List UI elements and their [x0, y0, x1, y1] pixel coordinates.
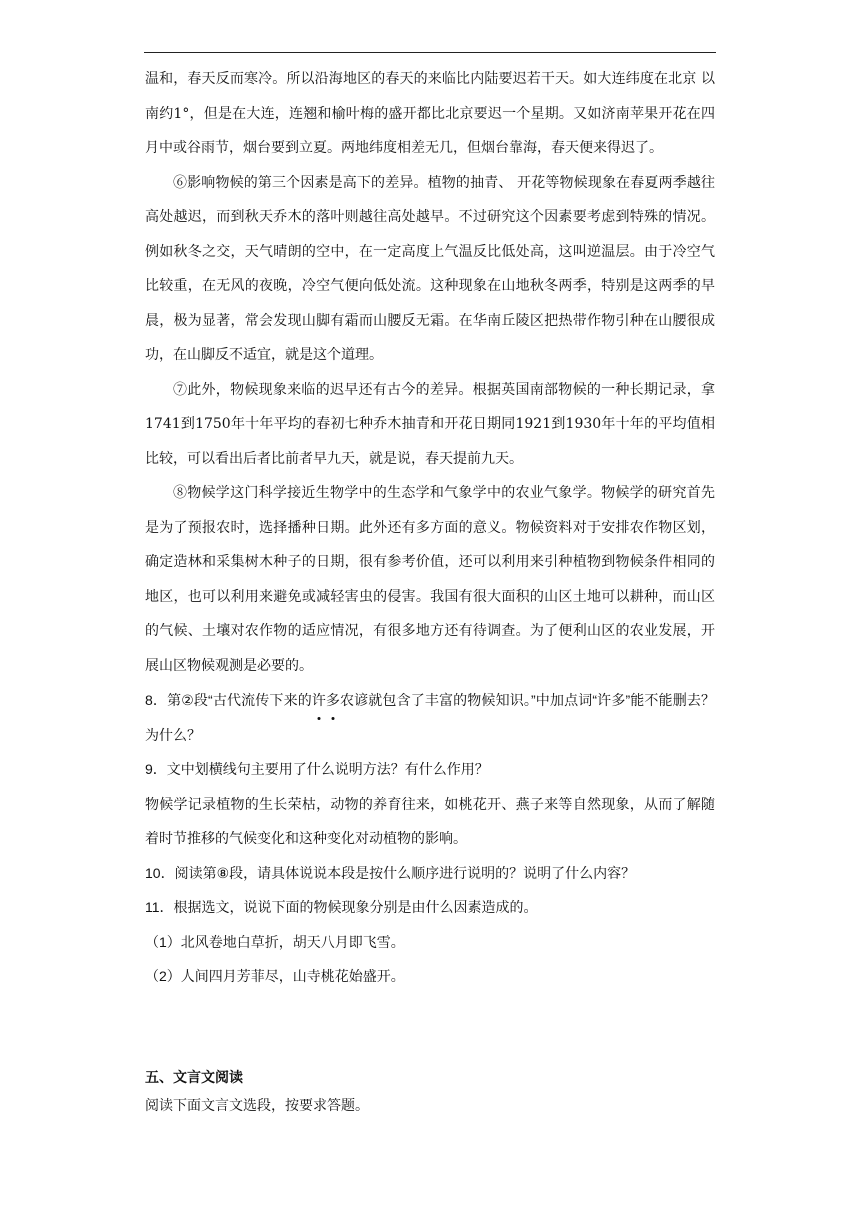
question-9-quote: 物候学记录植物的生长荣枯，动物的养育往来，如桃花开、燕子来等自然现象，从而了解随着时节推移的气候变化和这种变化对动植物的影响。 [145, 795, 715, 846]
dotted-char-2: 多 [326, 683, 340, 718]
header-rule [144, 52, 716, 53]
question-11: 11．根据选文，说说下面的物候现象分别是由什么因素造成的。 [145, 899, 538, 915]
question-8 [145, 683, 715, 752]
paragraph-8: ⑧物候学这门科学接近生物学中的生态学和气象学中的农业气象学。物候学的研究首先是为了预报农时，选择播种日期。此外还有多方面的意义。物候资料对于安排农作物区划，确定造林和采集树木种子的日期，很有参考价值，还可以利用来引种植物到物候条件相同的地区，也可以利用来避免或减轻害虫的侵害。我国有很大面积的山区土地可以耕种，而山区的气候、土壤对农作物的适应情况，有很多地方还有待调查。为了便利山区的农业发展，开展山区物候观测是必要的。 [145, 485, 715, 674]
question-9: 9．文中划横线句主要用了什么说明方法？有什么作用？ [145, 761, 489, 777]
question-11-item-2: （2）人间四月芳菲尽，山寺桃花始盛开。 [145, 968, 405, 984]
section-5-title: 五、文言文阅读 [145, 1068, 243, 1085]
document-body [145, 62, 715, 1120]
question-8-text-b: 农谚就包含了丰富的物候知识。”中加点词“许多”能不能删去？为什么？ [145, 692, 715, 743]
paragraph-6: ⑥影响物候的第三个因素是高下的差异。植物的抽青、 开花等物候现象在春夏两季越往高处越迟，而到秋天乔木的落叶则越往高处越早。不过研究这个因素要考虑到特殊的情况。例如秋冬之交，天气晴朗的空中，在一定高度上气温反比低处高，这叫逆温层。由于冷空气比较重，在无风的夜晚，冷空气便向低处流。这种现象在山地秋冬两季，特别是这两季的早晨，极为显著，常会发现山脚有霜而山腰反无霜。在华南丘陵区把热带作物引种在山腰很成功，在山脚反不适宜，就是这个道理。 [145, 174, 715, 363]
section-5-intro: 阅读下面文言文选段，按要求答题。 [145, 1096, 369, 1113]
paragraph-continued: 温和，春天反而寒冷。所以沿海地区的春天的来临比内陆要迟若干天。如大连纬度在北京 以南约1°，但是在大连，连翘和榆叶梅的盛开都比北京要迟一个星期。又如济南苹果开花在四月中或谷雨节，烟台要到立夏。两地纬度相差无几，但烟台靠海，春天便来得迟了。 [145, 71, 715, 156]
section-gap [145, 994, 715, 1064]
dotted-char-1: 许 [312, 683, 326, 718]
question-10: 10．阅读第⑧段，请具体说说本段是按什么顺序进行说明的？说明了什么内容？ [145, 864, 636, 881]
question-8-text-a: 8．第②段“古代流传下来的 [145, 692, 312, 708]
question-11-item-1: （1）北风卷地白草折，胡天八月即飞雪。 [145, 933, 405, 950]
paragraph-7: ⑦此外，物候现象来临的迟早还有古今的差异。根据英国南部物候的一种长期记录，拿1741到1750年十年平均的春初七种乔木抽青和开花日期同1921到1930年十年的平均值相比较，可以看出后者比前者早九天，就是说，春天提前九天。 [145, 381, 715, 467]
